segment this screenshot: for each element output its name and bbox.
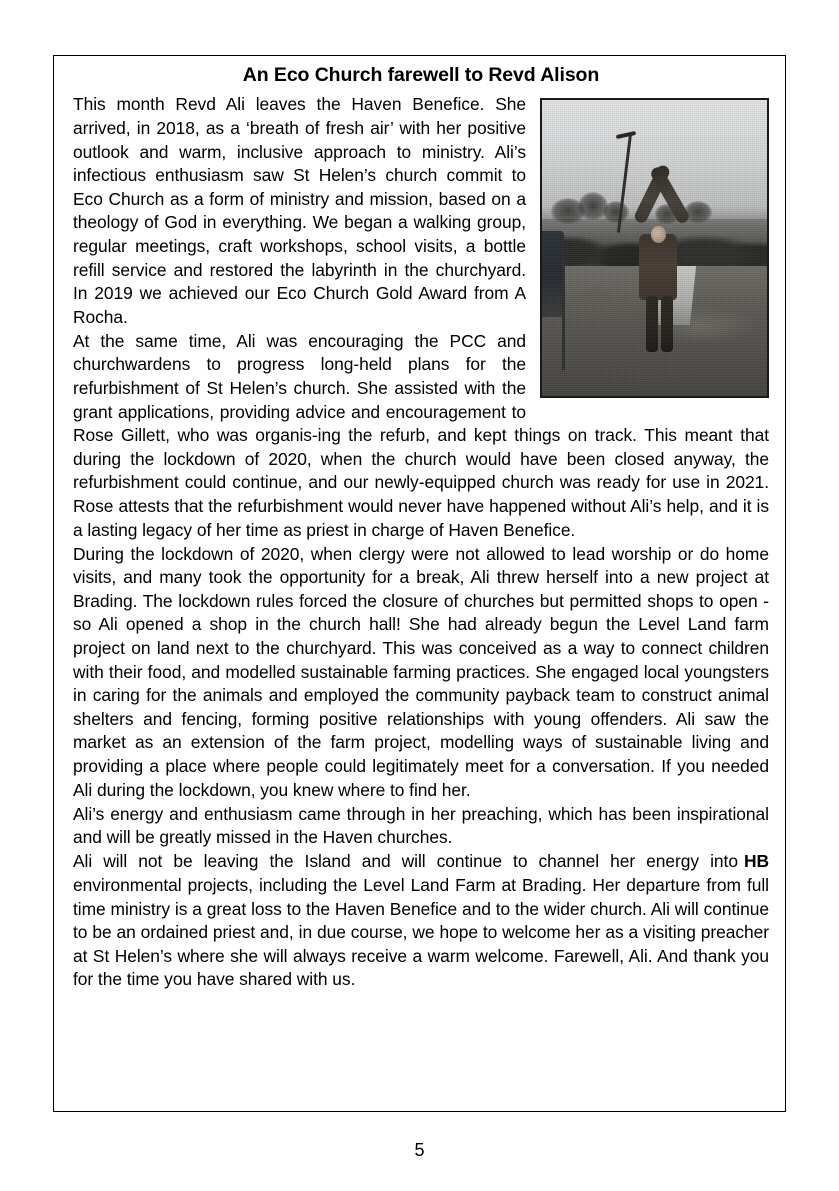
article-content	[73, 64, 769, 992]
body-paragraph: During the lockdown of 2020, when clergy were not allowed to lead worship or do home visits, and many took the opportunity for a break, Ali threw herself into a new project at Brading. The lockdown rules forced the closure of churches but permitted shops to open - so Ali opened a shop in the church hall! She had already begun the Level Land farm project on land next to the churchyard. This was conceived as a way to connect children with their food, and modelled sustainable farming practices. She engaged local youngsters in caring for the animals and employed the community payback team to construct animal shelters and fencing, forming positive relationships with young offenders. Ali saw the market as an extension of the farm project, modelling ways of sustainable living and providing a place where people could legitimately meet for a conversation. If you needed Ali during the lockdown, you knew where to find her.	[73, 543, 769, 800]
author-initials: HB	[743, 851, 769, 872]
body-paragraph: This month Revd Ali leaves the Haven Benefice. She arrived, in 2018, as a ‘breath of fresh air’ with her positive outlook and warm, inclusive approach to ministry. Ali’s infectious enthusiasm saw St Helen’s church commit to Eco Church as a form of ministry and mission, based on a theology of God in everything. We began a walking group, regular meetings, craft workshops, school visits, a bottle refill service and restored the labyrinth in the churchyard. In 2019 we achieved our Eco Church Gold Award from A Rocha.	[73, 94, 526, 327]
body-paragraph: Ali’s energy and enthusiasm came through in her preaching, which has been inspirational and will be greatly missed in the Haven churches.	[73, 803, 769, 848]
photo-figure-coat	[639, 234, 677, 300]
photo-pole	[562, 260, 565, 370]
article-title: An Eco Church farewell to Revd Alison	[242, 64, 600, 86]
body-paragraph-final	[73, 850, 769, 992]
photo-figure-leg	[661, 296, 673, 352]
photo-second-person	[540, 231, 564, 317]
body-paragraph: At the same time, Ali was encouraging the PCC and churchwardens to progress long-held plans for the refurbishment of St Helen’s church. She assisted with the grant applications, providing advice and encouragement to Rose Gillett, who was organis-ing the refurb, and kept things on track. This meant that during the lockdown of 2020, when the church would have been closed anyway, the refurbishment could continue, and our newly-equipped church was ready for use in 2021. Rose attests that the refurbishment would never have happened without Ali’s help, and it is a lasting legacy of her time as priest in charge of Haven Benefice.	[73, 330, 769, 540]
photo-figure-leg	[646, 296, 658, 352]
article-photograph	[540, 98, 769, 398]
page-number: 5	[414, 1140, 425, 1160]
photo-figure-head	[651, 226, 666, 243]
article-border-frame	[53, 55, 786, 1112]
body-paragraph-final-text: Ali will not be leaving the Island and will continue to channel her energy into environmental projects, including the Level Land Farm at Brading. Her departure from full time ministry is a great loss to the Haven Benefice and to the wider church. Ali will continue to be an ordained priest and, in due course, we hope to welcome her as a visiting preacher at St Helen’s where she will always receive a warm welcome. Farewell, Ali. And thank you for the time you have shared with us.	[73, 851, 769, 990]
